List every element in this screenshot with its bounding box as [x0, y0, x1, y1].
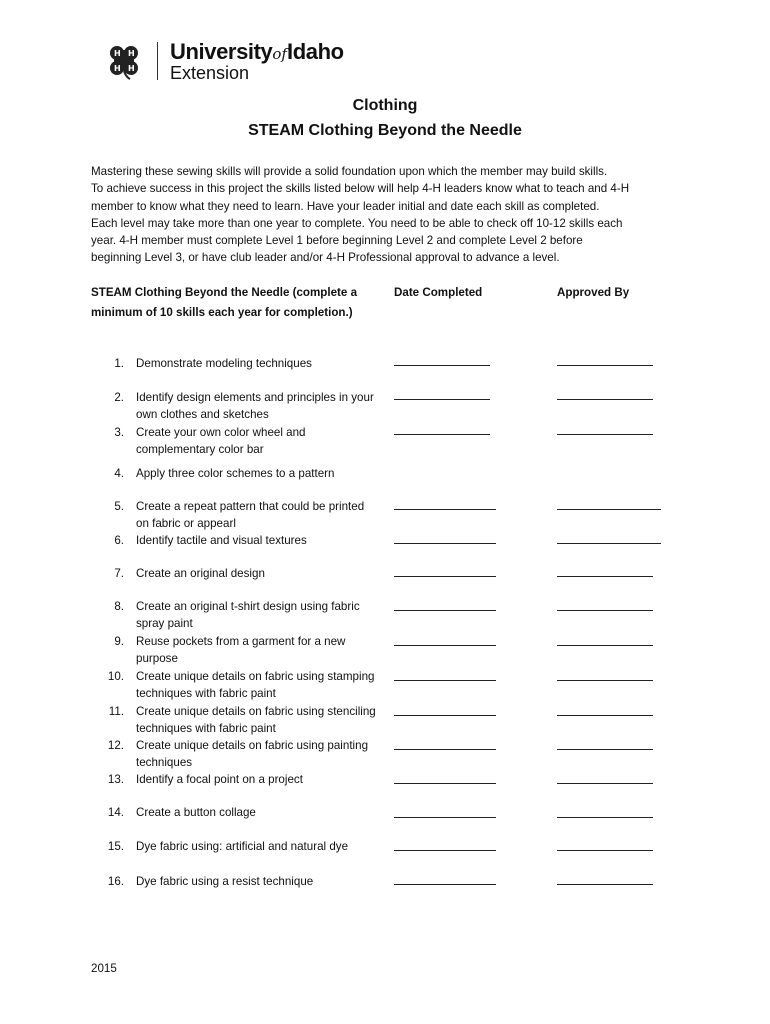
skill-number: 6.	[114, 534, 124, 547]
column-header-approved: Approved By	[557, 286, 630, 299]
skill-number: 15.	[107, 840, 124, 853]
logo-idaho: Idaho	[286, 38, 344, 64]
approved-by-blank[interactable]	[557, 365, 653, 366]
date-completed-blank[interactable]	[394, 509, 496, 510]
approved-by-blank[interactable]	[557, 543, 661, 544]
intro-line: year. 4-H member must complete Level 1 before beginning Level 2 and complete Level 2 before	[91, 234, 583, 248]
skill-text: Create unique details on fabric using stamping techniques with fabric paint	[136, 670, 375, 701]
logo-university: University	[170, 38, 273, 64]
skill-number: 16.	[107, 875, 124, 888]
approved-by-blank[interactable]	[557, 610, 653, 611]
approved-by-blank[interactable]	[557, 399, 653, 400]
date-completed-blank[interactable]	[394, 817, 496, 818]
approved-by-blank[interactable]	[557, 715, 653, 716]
skill-number: 14.	[107, 806, 124, 819]
svg-text:H: H	[114, 64, 121, 73]
approved-by-blank[interactable]	[557, 434, 653, 435]
skill-number: 7.	[114, 567, 124, 580]
date-completed-blank[interactable]	[394, 850, 496, 851]
footer-year: 2015	[91, 962, 117, 975]
date-completed-blank[interactable]	[394, 884, 496, 885]
date-completed-blank[interactable]	[394, 543, 496, 544]
logo-of: of	[272, 44, 287, 63]
intro-line: Each level may take more than one year to complete. You need to be able to check off 10-12 skills each	[91, 216, 623, 230]
date-completed-blank[interactable]	[394, 749, 496, 750]
svg-text:H: H	[114, 49, 121, 58]
skill-text: Identify tactile and visual textures	[136, 534, 307, 547]
skill-number: 2.	[114, 391, 124, 404]
svg-text:H: H	[128, 49, 135, 58]
skill-text: Create unique details on fabric using stenciling techniques with fabric paint	[136, 705, 376, 736]
date-completed-blank[interactable]	[394, 610, 496, 611]
approved-by-blank[interactable]	[557, 783, 653, 784]
intro-line: member to know what they need to learn. Have your leader initial and date each skill as completed.	[91, 199, 600, 213]
skill-text: Reuse pockets from a garment for a new purpose	[136, 635, 346, 666]
approved-by-blank[interactable]	[557, 576, 653, 577]
skill-number: 8.	[114, 600, 124, 613]
intro-line: To achieve success in this project the skills listed below will help 4-H leaders know what to teach and 4-H	[91, 182, 630, 196]
date-completed-blank[interactable]	[394, 645, 496, 646]
skill-text: Demonstrate modeling techniques	[136, 357, 312, 370]
skill-number: 10.	[107, 670, 124, 683]
skill-text: Create unique details on fabric using painting techniques	[136, 739, 369, 770]
skill-text: Create your own color wheel and complementary color bar	[136, 426, 306, 457]
date-completed-blank[interactable]	[394, 399, 490, 400]
skill-number: 4.	[114, 467, 124, 480]
skill-text: Identify design elements and principles in your own clothes and sketches	[136, 391, 374, 422]
skill-text: Dye fabric using a resist technique	[136, 875, 314, 888]
intro-line: Mastering these sewing skills will provide a solid foundation upon which the member may build skills.	[91, 165, 608, 178]
page-subtitle: STEAM Clothing Beyond the Needle	[248, 122, 522, 139]
skill-text: Dye fabric using: artificial and natural dye	[136, 840, 349, 853]
intro-line: beginning Level 3, or have club leader and/or 4-H Professional approval to advance a level.	[91, 251, 560, 265]
skill-number: 13.	[107, 773, 124, 786]
skill-number: 11.	[108, 705, 124, 718]
skill-number: 12.	[107, 739, 124, 752]
approved-by-blank[interactable]	[557, 645, 653, 646]
skill-text: Identify a focal point on a project	[136, 773, 303, 786]
approved-by-blank[interactable]	[557, 850, 653, 851]
logo-extension: Extension	[170, 62, 250, 83]
skill-number: 3.	[114, 426, 124, 439]
approved-by-blank[interactable]	[557, 749, 653, 750]
approved-by-blank[interactable]	[557, 509, 661, 510]
skill-text: Create a button collage	[136, 806, 256, 819]
date-completed-blank[interactable]	[394, 365, 490, 366]
skill-number: 9.	[114, 635, 124, 648]
date-completed-blank[interactable]	[394, 680, 496, 681]
skill-number: 1.	[114, 357, 124, 370]
page-title: Clothing	[352, 97, 418, 114]
date-completed-blank[interactable]	[394, 783, 496, 784]
column-header-date: Date Completed	[394, 286, 483, 299]
svg-text:H: H	[128, 64, 135, 73]
approved-by-blank[interactable]	[557, 817, 653, 818]
date-completed-blank[interactable]	[394, 576, 496, 577]
skill-text: Apply three color schemes to a pattern	[136, 467, 335, 480]
skill-number: 5.	[114, 500, 124, 513]
date-completed-blank[interactable]	[394, 715, 496, 716]
skill-text: Create a repeat pattern that could be printed on fabric or appearl	[136, 500, 365, 531]
column-header-skill: STEAM Clothing Beyond the Needle (complete a minimum of 10 skills each year for completion.)	[91, 286, 358, 319]
approved-by-blank[interactable]	[557, 680, 653, 681]
date-completed-blank[interactable]	[394, 434, 490, 435]
approved-by-blank[interactable]	[557, 884, 653, 885]
skill-text: Create an original design	[136, 567, 265, 580]
skill-text: Create an original t-shirt design using fabric spray paint	[136, 600, 360, 631]
